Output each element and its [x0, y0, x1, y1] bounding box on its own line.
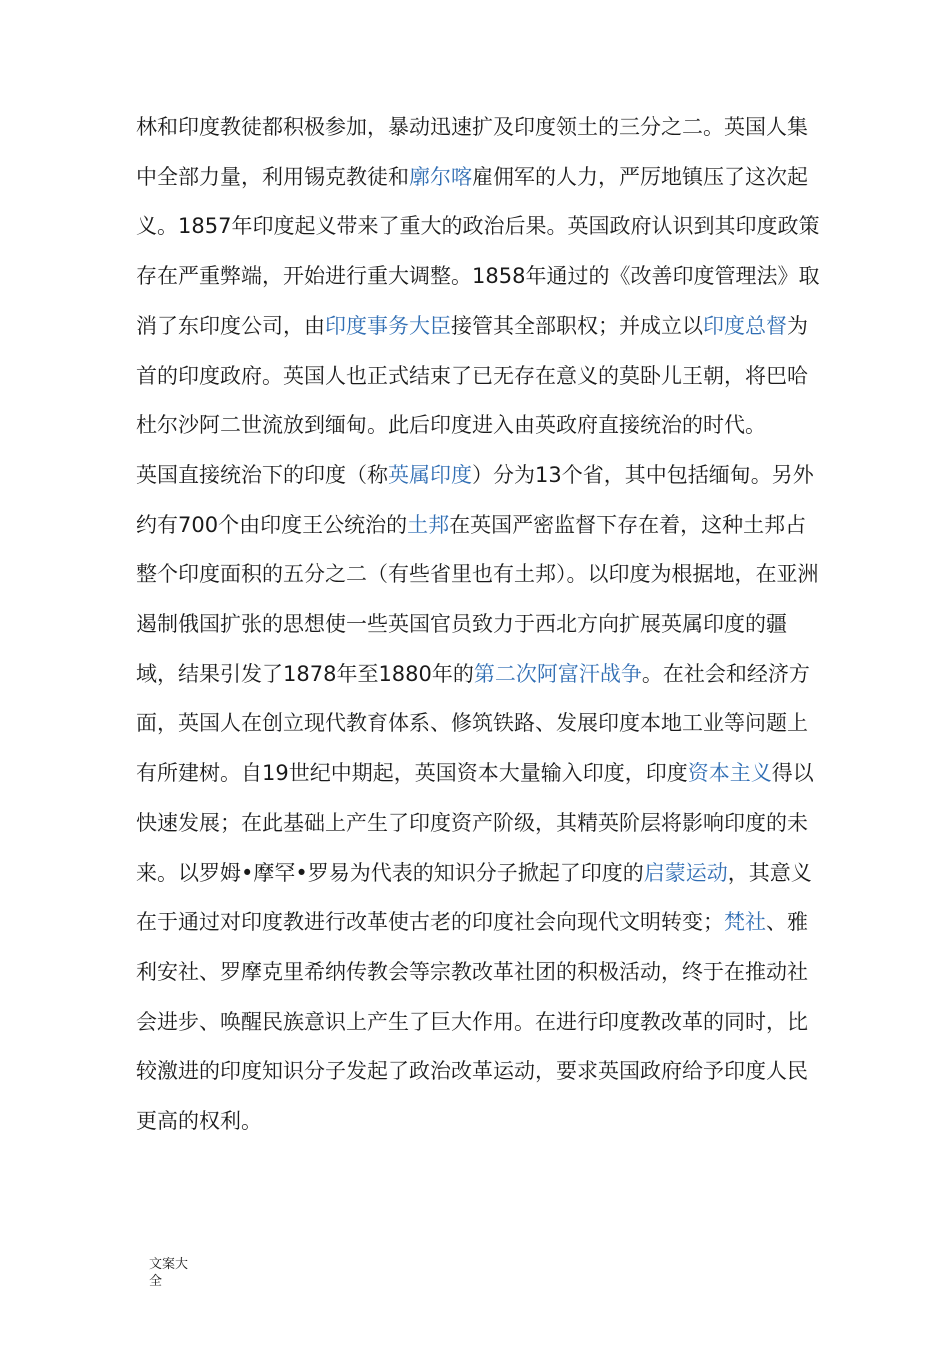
link-viceroy-of-india[interactable]: 印度总督	[703, 313, 787, 338]
page-footer: 文案大全	[149, 1257, 189, 1289]
paragraph-british-raj	[136, 451, 826, 1147]
link-enlightenment-movement[interactable]: 启蒙运动	[643, 860, 728, 885]
paragraph-text: ）分为13个省，其中包括缅甸。另外约有700个由印度王公统治的	[136, 462, 814, 537]
link-capitalism[interactable]: 资本主义	[687, 761, 772, 786]
link-brahmo-samaj[interactable]: 梵社	[724, 910, 766, 935]
link-second-anglo-afghan-war[interactable]: 第二次阿富汗战争	[473, 661, 642, 686]
paragraph-text: 在英国严密监督下存在着，这种土邦占整个印度面积的五分之二（有些省里也有土邦）。以印度为根据地，在亚洲遏制俄国扩张的思想使一些英国官员致力于西北方向扩展英属印度的疆域，结果引发了1878年至1880年的	[136, 512, 819, 686]
link-secretary-of-state-for-india[interactable]: 印度事务大臣	[325, 313, 451, 338]
paragraph-text: 得以快速发展；在此基础上产生了印度资产阶级，其精英阶层将影响印度的未来。以罗姆•摩罕•罗易为代表的知识分子掀起了印度的	[136, 761, 814, 885]
paragraph-text: 、雅利安社、罗摩克里希纳传教会等宗教改革社团的积极活动，终于在推动社会进步、唤醒民族意识上产生了巨大作用。在进行印度教改革的同时，比较激进的印度知识分子发起了政治改革运动，要求英国政府给予印度人民更高的权利。	[136, 910, 808, 1134]
paragraph-text: 英国直接统治下的印度（称	[136, 462, 388, 487]
paragraph-text: 林和印度教徒都积极参加，暴动迅速扩及印度领土的三分之二。英国人集中全部力量，利用锡克教徒和	[136, 115, 808, 189]
paragraph-text: 雇佣军的人力，严厉地镇压了这次起义。1857年印度起义带来了重大的政治后果。英国政府认识到其印度政策存在严重弊端，开始进行重大调整。1858年通过的《改善印度管理法》取消了东印度公司，由	[136, 164, 820, 338]
paragraph-text: ，其意义在于通过对印度教进行改革使古老的印度社会向现代文明转变；	[136, 860, 812, 935]
paragraph-text: 。在社会和经济方面，英国人在创立现代教育体系、修筑铁路、发展印度本地工业等问题上有所建树。自19世纪中期起，英国资本大量输入印度，印度	[136, 661, 810, 786]
paragraph-indian-rebellion	[136, 103, 826, 451]
link-british-india[interactable]: 英属印度	[388, 462, 472, 487]
paragraph-text: 接管其全部职权；并成立以	[451, 313, 703, 338]
link-princely-states[interactable]: 土邦	[407, 512, 450, 537]
document-body	[136, 103, 826, 1147]
link-gurkha[interactable]: 廓尔喀	[409, 164, 472, 189]
paragraph-text: 为首的印度政府。英国人也正式结束了已无存在意义的莫卧儿王朝，将巴哈杜尔沙阿二世流放到缅甸。此后印度进入由英政府直接统治的时代。	[136, 313, 808, 438]
